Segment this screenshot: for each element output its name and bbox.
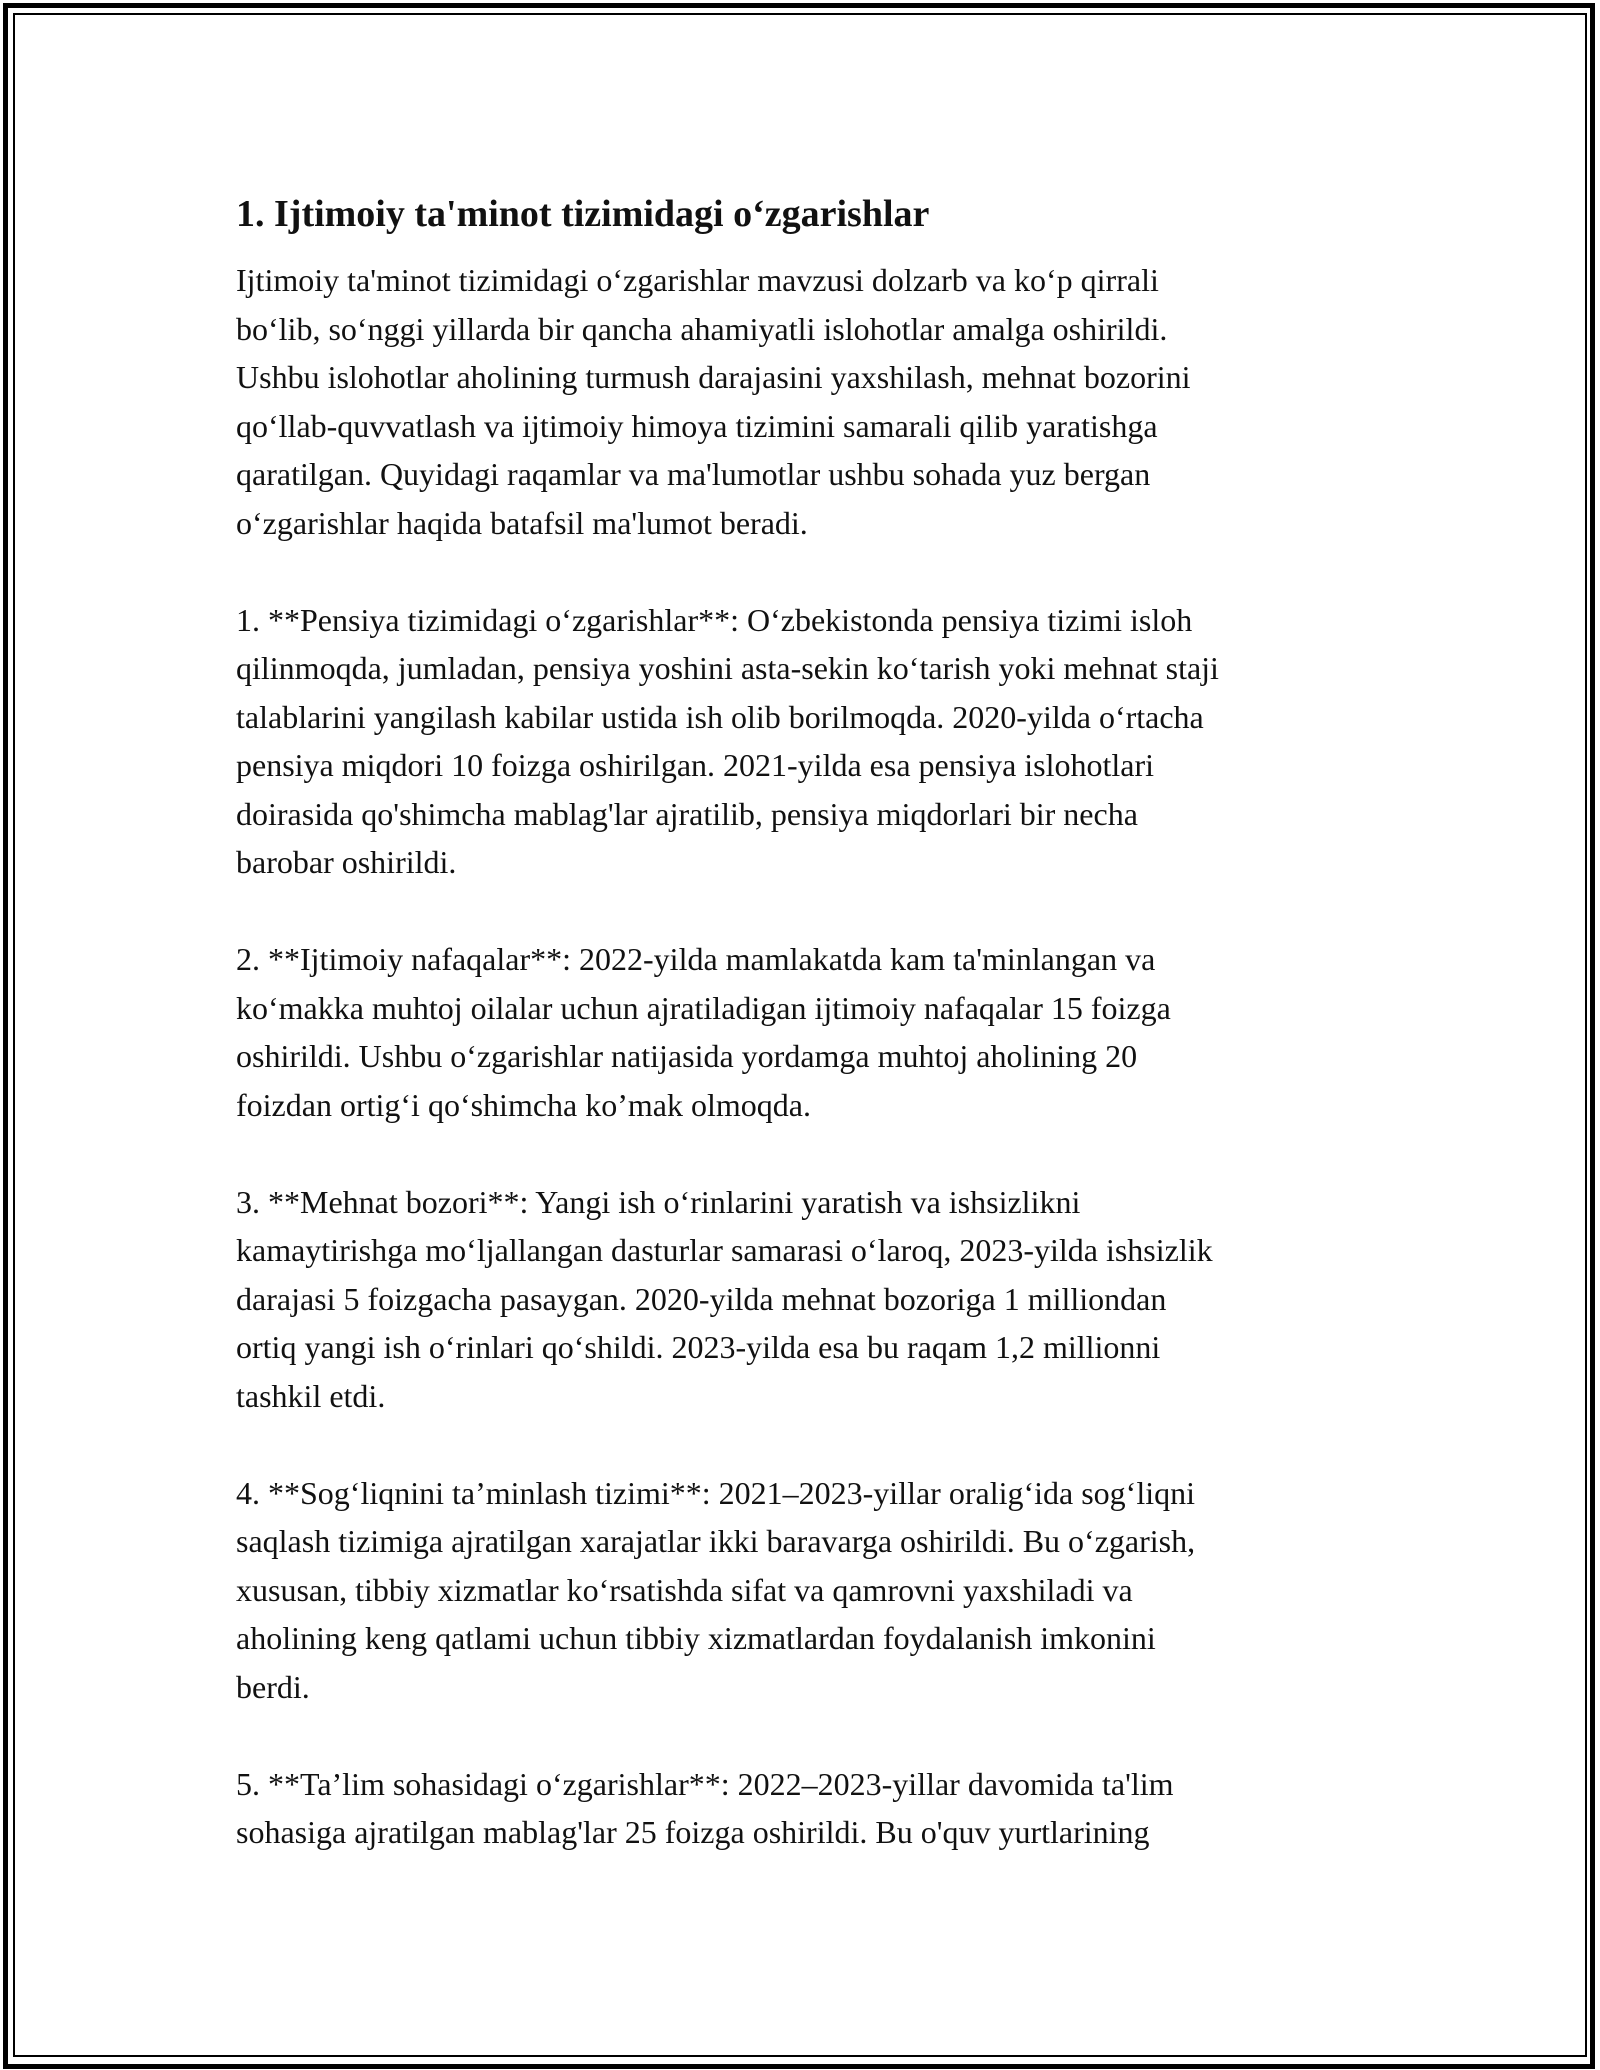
pension-paragraph <box>236 596 1376 887</box>
paragraph-line: doirasida qo'shimcha mablag'lar ajratilib, pensiya miqdorlari bir necha <box>236 795 1138 832</box>
paragraph-line: ko‘makka muhtoj oilalar uchun ajratiladigan ijtimoiy nafaqalar 15 foizga <box>236 989 1171 1026</box>
paragraph-line: qaratilgan. Quyidagi raqamlar va ma'lumotlar ushbu sohada yuz bergan <box>236 456 1151 492</box>
paragraph-line: bo‘lib, so‘nggi yillarda bir qancha ahamiyatli islohotlar amalga oshirildi. <box>236 310 1168 347</box>
paragraph-line: Ijtimoiy ta'minot tizimidagi o‘zgarishlar mavzusi dolzarb va ko‘p qirrali <box>236 262 1159 298</box>
paragraph-line: darajasi 5 foizgacha pasaygan. 2020-yilda mehnat bozoriga 1 milliondan <box>236 1280 1167 1317</box>
paragraph-line: tashkil etdi. <box>236 1377 386 1414</box>
social-benefits-paragraph <box>236 935 1376 1129</box>
paragraph-line: foizdan ortig‘i qo‘shimcha ko’mak olmoqda. <box>236 1086 811 1123</box>
paragraph-line: Ushbu islohotlar aholining turmush darajasini yaxshilash, mehnat bozorini <box>236 359 1191 395</box>
paragraph-line: 1. **Pensiya tizimidagi o‘zgarishlar**: O‘zbekistonda pensiya tizimi isloh <box>236 601 1193 638</box>
paragraph-line: xususan, tibbiy xizmatlar ko‘rsatishda sifat va qamrovni yaxshiladi va <box>236 1571 1133 1608</box>
paragraph-line: qo‘llab-quvvatlash va ijtimoiy himoya tizimini samarali qilib yaratishga <box>236 407 1158 444</box>
paragraph-line: aholining keng qatlami uchun tibbiy xizmatlardan foydalanish imkonini <box>236 1620 1156 1656</box>
paragraph-line: berdi. <box>236 1668 310 1705</box>
paragraph-line: barobar oshirildi. <box>236 844 457 880</box>
paragraph-line: talablarini yangilash kabilar ustida ish olib borilmoqda. 2020-yilda o‘rtacha <box>236 698 1204 735</box>
paragraph-line: 2. **Ijtimoiy nafaqalar**: 2022-yilda mamlakatda kam ta'minlangan va <box>236 941 1156 977</box>
paragraph-line: sohasiga ajratilgan mablag'lar 25 foizga oshirildi. Bu o'quv yurtlarining <box>236 1814 1150 1850</box>
healthcare-paragraph <box>236 1469 1376 1712</box>
paragraph-line: saqlash tizimiga ajratilgan xarajatlar ikki baravarga oshirildi. Bu o‘zgarish, <box>236 1523 1196 1559</box>
paragraph-line: 4. **Sog‘liqnini ta’minlash tizimi**: 2021–2023-yillar oralig‘ida sog‘liqni <box>236 1474 1195 1511</box>
document-page <box>236 186 1376 1905</box>
labor-market-paragraph <box>236 1178 1376 1421</box>
paragraph-line: oshirildi. Ushbu o‘zgarishlar natijasida yordamga muhtoj aholining 20 <box>236 1038 1138 1074</box>
paragraph-line: pensiya miqdori 10 foizga oshirilgan. 2021-yilda esa pensiya islohotlari <box>236 747 1155 783</box>
paragraph-line: qilinmoqda, jumladan, pensiya yoshini asta-sekin ko‘tarish yoki mehnat staji <box>236 650 1219 686</box>
paragraph-line: 5. **Ta’lim sohasidagi o‘zgarishlar**: 2022–2023-yillar davomida ta'lim <box>236 1765 1174 1802</box>
document-title: 1. Ijtimoiy ta'minot tizimidagi o‘zgarishlar <box>236 193 930 235</box>
paragraph-line: ortiq yangi ish o‘rinlari qo‘shildi. 2023-yilda esa bu raqam 1,2 millionni <box>236 1329 1161 1365</box>
paragraph-line: kamaytirishga mo‘ljallangan dasturlar samarasi o‘laroq, 2023-yilda ishsizlik <box>236 1232 1213 1268</box>
intro-paragraph <box>236 256 1376 547</box>
paragraph-line: 3. **Mehnat bozori**: Yangi ish o‘rinlarini yaratish va ishsizlikni <box>236 1183 1081 1220</box>
paragraph-line: o‘zgarishlar haqida batafsil ma'lumot beradi. <box>236 504 808 541</box>
education-paragraph <box>236 1760 1376 1857</box>
